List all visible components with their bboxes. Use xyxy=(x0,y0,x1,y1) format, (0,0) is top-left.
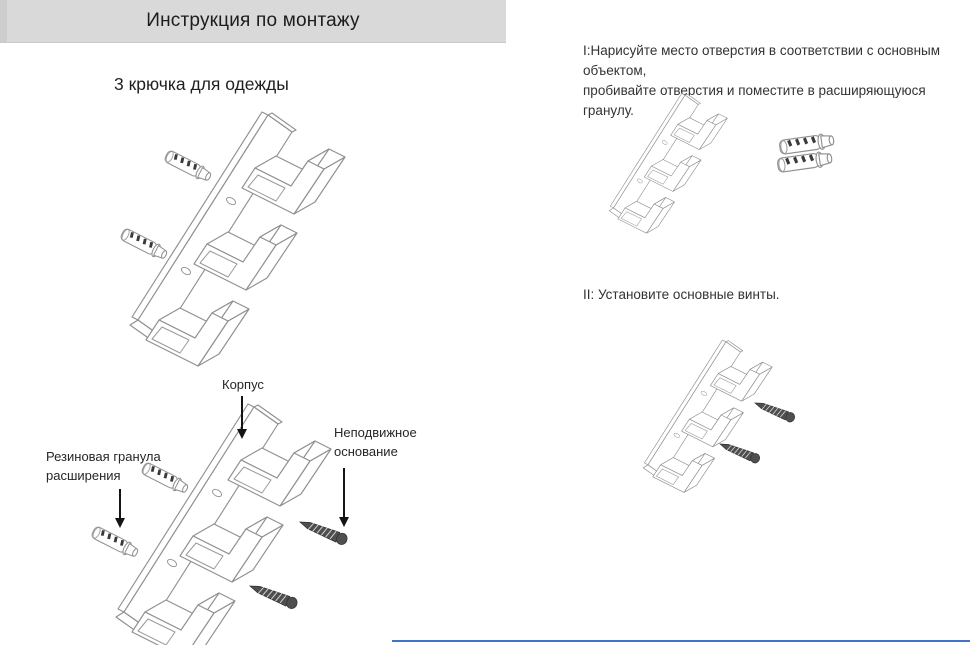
hook-rail-assembly xyxy=(609,94,727,234)
expansion-dowel xyxy=(163,149,213,183)
hook-rail-assembly xyxy=(643,340,772,492)
mounting-screw xyxy=(753,399,796,424)
step2-diagram xyxy=(622,332,892,492)
arrow-down-icon xyxy=(119,489,121,519)
step1-line1: I:Нарисуйте место отверстия в соответствии с основным объектом, xyxy=(583,43,941,78)
hook-rail-assembly xyxy=(130,112,345,366)
label-rubber-granule: Резиновая гранула расширения xyxy=(46,449,161,483)
step1-line2: пробивайте отверстия и поместите в расширяющуюся гранулу. xyxy=(583,82,926,118)
label-fixed-base: Неподвижное основание xyxy=(334,425,417,459)
page-title: Инструкция по монтажу xyxy=(146,10,360,31)
arrow-down-icon xyxy=(343,468,345,518)
arrow-down-icon xyxy=(241,396,243,430)
product-title: 3 крючка для одежды xyxy=(114,74,289,94)
label-body: Корпус xyxy=(222,377,264,392)
step2-text: II: Установите основные винты. xyxy=(583,287,780,302)
mounting-screw xyxy=(718,440,761,465)
overview-diagram xyxy=(90,96,400,371)
expansion-dowel xyxy=(779,133,835,156)
bottom-accent-line xyxy=(392,640,970,642)
expansion-dowel xyxy=(90,525,140,559)
expansion-dowel xyxy=(119,227,169,261)
step1-diagram xyxy=(593,86,858,221)
mounting-screw xyxy=(248,581,299,610)
hook-rail-assembly xyxy=(116,404,331,645)
header-bar xyxy=(0,0,506,43)
